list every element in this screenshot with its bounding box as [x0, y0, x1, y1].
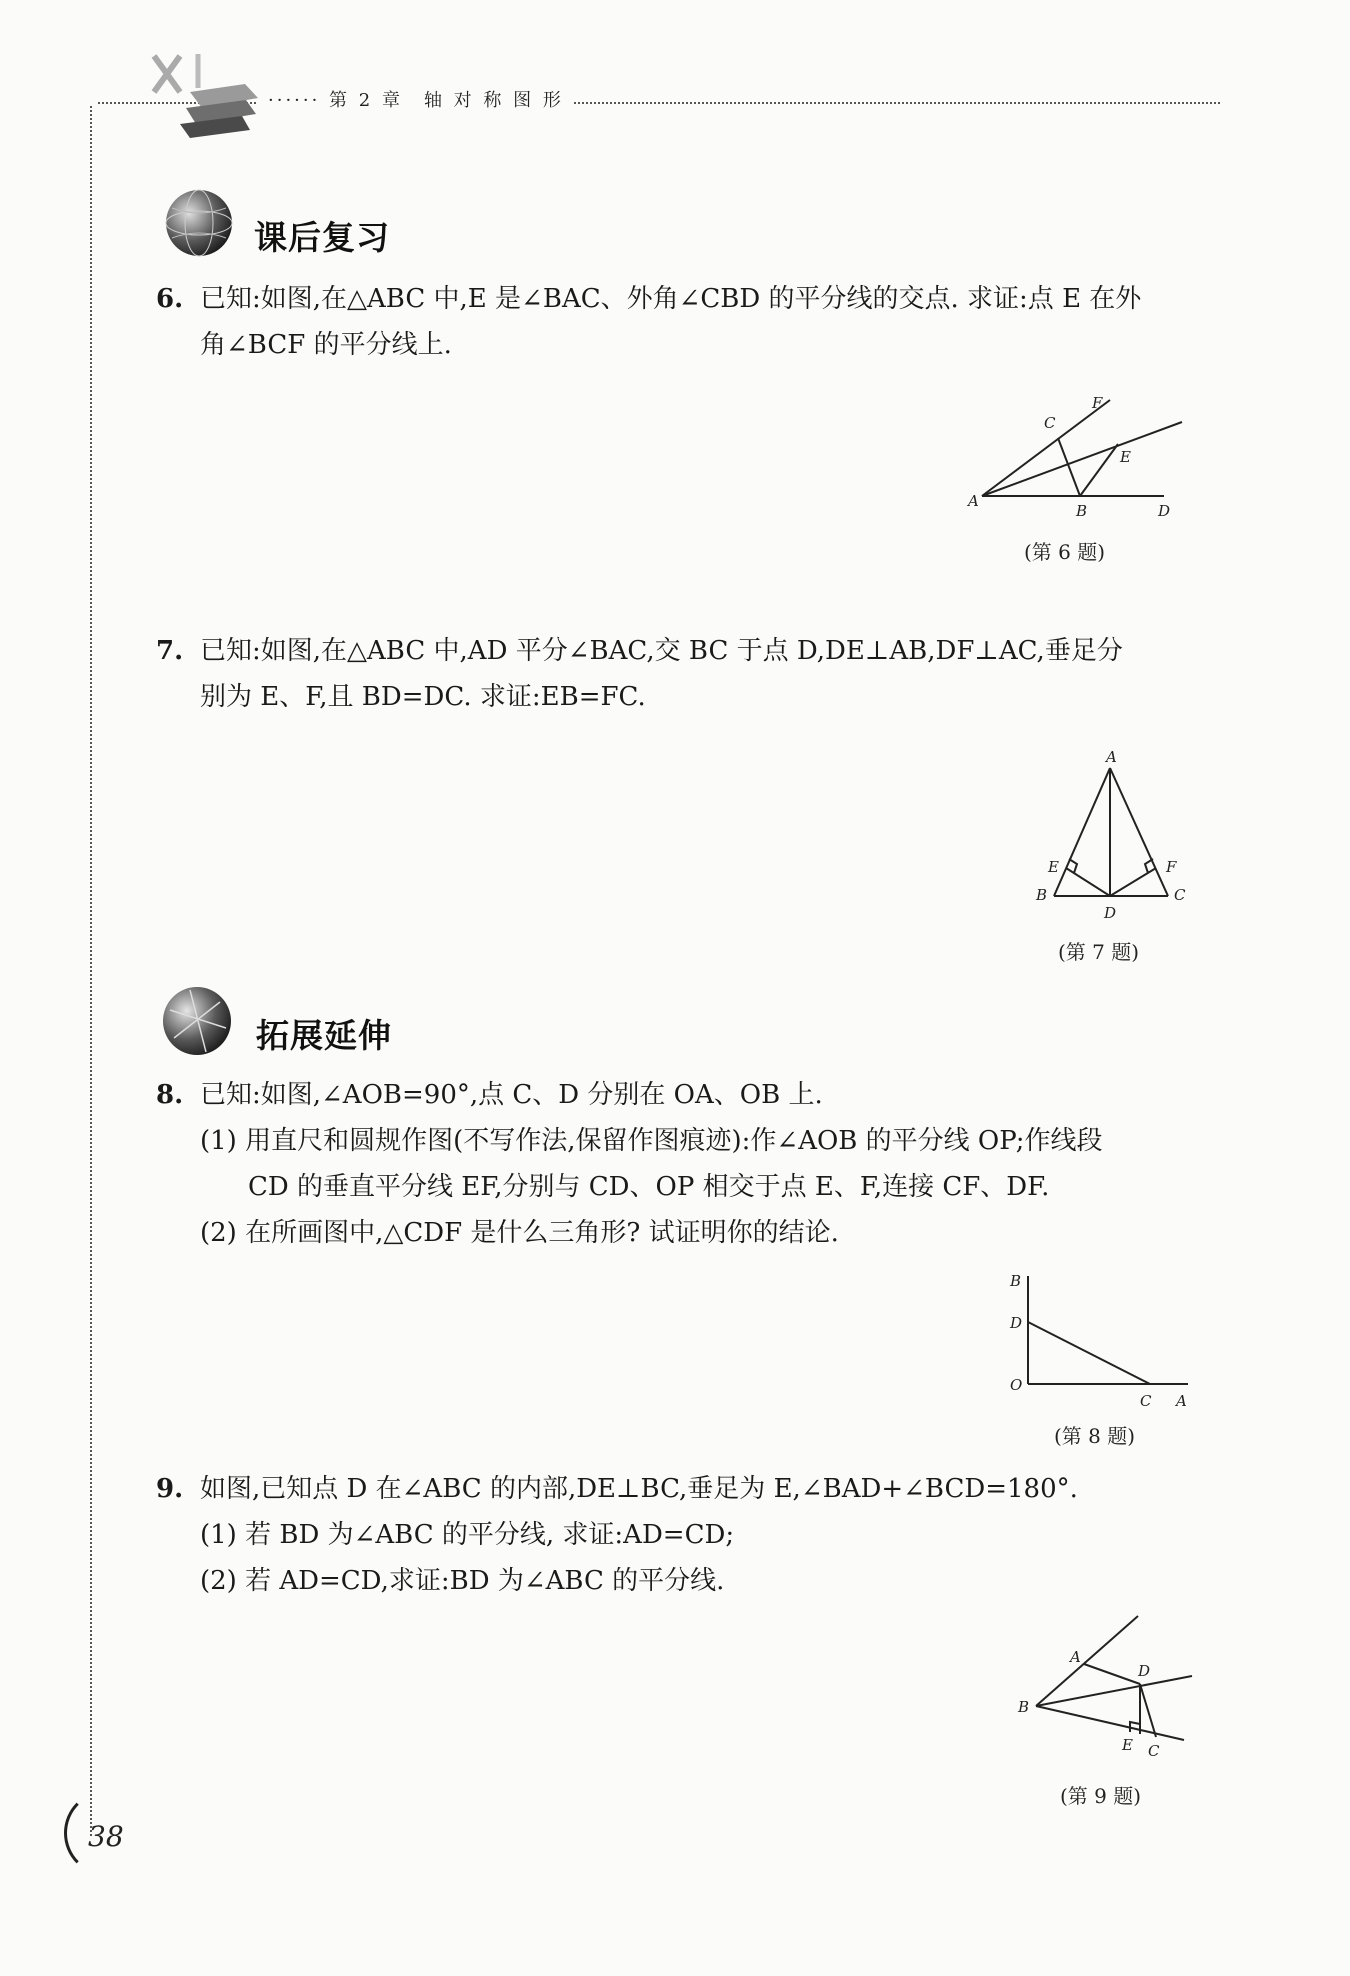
- subquestion-2: (2) 在所画图中,△CDF 是什么三角形? 试证明你的结论.: [200, 1218, 839, 1248]
- point-label-C: C: [1148, 1742, 1160, 1760]
- point-label-B: B: [1010, 1272, 1022, 1290]
- subquestion-1: (1) 若 BD 为∠ABC 的平分线, 求证:AD=CD;: [200, 1520, 735, 1550]
- point-label-B: B: [1036, 886, 1048, 904]
- point-label-A: A: [968, 492, 979, 510]
- point-label-E: E: [1048, 858, 1059, 876]
- margin-dotted-rule: [90, 106, 92, 1836]
- globe-icon: [160, 984, 234, 1058]
- figure-8: [1004, 1266, 1204, 1414]
- globe-icon: [164, 188, 234, 258]
- figure-caption-6: (第 6 题): [1024, 540, 1106, 564]
- point-label-C: C: [1044, 414, 1056, 432]
- figure-6: [960, 390, 1200, 530]
- figure-caption-7: (第 7 题): [1058, 940, 1140, 964]
- problem-text-line: 已知:如图,在△ABC 中,AD 平分∠BAC,交 BC 于点 D,DE⊥AB,DF⊥AC,垂足分: [200, 636, 1123, 666]
- problem-text-line: 已知:如图,∠AOB=90°,点 C、D 分别在 OA、OB 上.: [200, 1080, 823, 1110]
- point-label-F: F: [1092, 394, 1103, 412]
- point-label-B: B: [1018, 1698, 1030, 1716]
- point-label-O: O: [1010, 1376, 1023, 1394]
- page-number: 38: [88, 1820, 124, 1853]
- point-label-D: D: [1104, 904, 1117, 922]
- point-label-E: E: [1120, 448, 1131, 466]
- point-label-A: A: [1106, 748, 1117, 766]
- figure-caption-9: (第 9 题): [1060, 1784, 1142, 1808]
- section-title-review: 课后复习: [254, 218, 390, 257]
- section-title-extension: 拓展延伸: [256, 1016, 392, 1055]
- chapter-logo-icon: [150, 52, 260, 138]
- problem-number: 9.: [156, 1474, 184, 1504]
- problem-8: [156, 1072, 1230, 1262]
- problem-text-line: 别为 E、F,且 BD=DC. 求证:EB=FC.: [200, 682, 646, 712]
- point-label-E: E: [1122, 1736, 1133, 1754]
- point-label-C: C: [1174, 886, 1186, 904]
- problem-9: [156, 1466, 1230, 1606]
- figure-9: [1012, 1604, 1212, 1760]
- problem-text-line: 已知:如图,在△ABC 中,E 是∠BAC、外角∠CBD 的平分线的交点. 求证:点 E 在外: [200, 284, 1142, 314]
- point-label-C: C: [1140, 1392, 1152, 1410]
- problem-text-line: 如图,已知点 D 在∠ABC 的内部,DE⊥BC,垂足为 E,∠BAD+∠BCD=180°.: [200, 1474, 1078, 1504]
- problem-number: 6.: [156, 284, 184, 314]
- point-label-F: F: [1166, 858, 1177, 876]
- problem-number: 8.: [156, 1080, 184, 1110]
- point-label-D: D: [1010, 1314, 1023, 1332]
- point-label-A: A: [1070, 1648, 1081, 1666]
- problem-6: [156, 276, 1230, 376]
- point-label-B: B: [1076, 502, 1088, 520]
- point-label-D: D: [1158, 502, 1171, 520]
- point-label-D: D: [1138, 1662, 1151, 1680]
- figure-caption-8: (第 8 题): [1054, 1424, 1136, 1448]
- subquestion-2: (2) 若 AD=CD,求证:BD 为∠ABC 的平分线.: [200, 1566, 725, 1596]
- subquestion-1: (1) 用直尺和圆规作图(不写作法,保留作图痕迹):作∠AOB 的平分线 OP;作线段: [200, 1126, 1103, 1156]
- problem-7: [156, 628, 1230, 728]
- problem-text-line: 角∠BCF 的平分线上.: [200, 330, 452, 360]
- figure-7: [1024, 748, 1204, 924]
- subquestion-1-cont: CD 的垂直平分线 EF,分别与 CD、OP 相交于点 E、F,连接 CF、DF.: [248, 1172, 1050, 1202]
- problem-number: 7.: [156, 636, 184, 666]
- chapter-title: ······ 第 2 章 轴 对 称 图 形: [258, 86, 574, 112]
- point-label-A: A: [1176, 1392, 1187, 1410]
